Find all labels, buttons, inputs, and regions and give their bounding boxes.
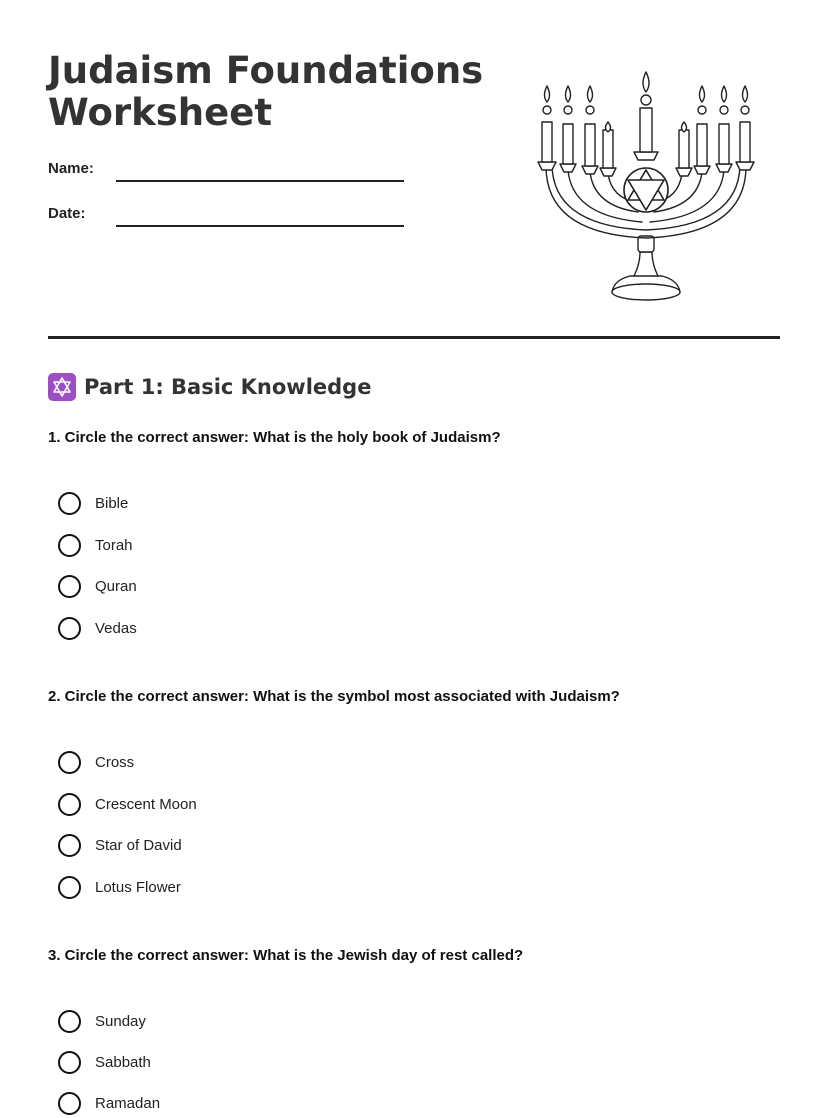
section-title: Part 1: Basic Knowledge [84,375,372,399]
menorah-icon [532,66,760,306]
radio-circle[interactable] [58,534,81,557]
option-label: Lotus Flower [95,878,181,896]
option-label: Sabbath [95,1053,151,1071]
option-label: Cross [95,753,135,771]
q3-option-2[interactable] [58,1050,151,1074]
radio-circle[interactable] [58,492,81,515]
q1-option-2[interactable] [58,533,133,557]
title-line-2: Worksheet [48,91,273,134]
worksheet-title [48,50,488,134]
q2-option-3[interactable] [58,833,182,857]
star-of-david-icon [48,373,76,401]
radio-circle[interactable] [58,876,81,899]
q2-option-1[interactable] [58,750,134,774]
section-divider [48,336,780,339]
name-field[interactable] [116,180,404,182]
q3-option-3[interactable] [58,1091,160,1115]
option-label: Vedas [95,619,137,637]
radio-circle[interactable] [58,793,81,816]
q2-option-4[interactable] [58,875,181,899]
date-field[interactable] [116,225,404,227]
radio-circle[interactable] [58,575,81,598]
question-3: 3. Circle the correct answer: What is the Jewish day of rest called? [48,947,524,964]
question-1: 1. Circle the correct answer: What is the holy book of Judaism? [48,429,501,446]
radio-circle[interactable] [58,1051,81,1074]
q1-option-3[interactable] [58,574,137,598]
question-2: 2. Circle the correct answer: What is the symbol most associated with Judaism? [48,688,620,705]
title-line-1: Judaism Foundations [48,49,484,92]
option-label: Star of David [95,836,182,854]
option-label: Bible [95,494,129,512]
section-heading [48,373,371,401]
radio-circle[interactable] [58,834,81,857]
q3-option-1[interactable] [58,1009,146,1033]
option-label: Sunday [95,1012,146,1030]
option-label: Ramadan [95,1094,161,1112]
radio-circle[interactable] [58,1092,81,1115]
radio-circle[interactable] [58,1010,81,1033]
q1-option-4[interactable] [58,616,137,640]
radio-circle[interactable] [58,751,81,774]
option-label: Crescent Moon [95,795,197,813]
q1-option-1[interactable] [58,491,128,515]
radio-circle[interactable] [58,617,81,640]
name-label: Name: [48,160,94,177]
q2-option-2[interactable] [58,792,197,816]
option-label: Quran [95,577,137,595]
option-label: Torah [95,536,133,554]
date-label: Date: [48,205,86,222]
